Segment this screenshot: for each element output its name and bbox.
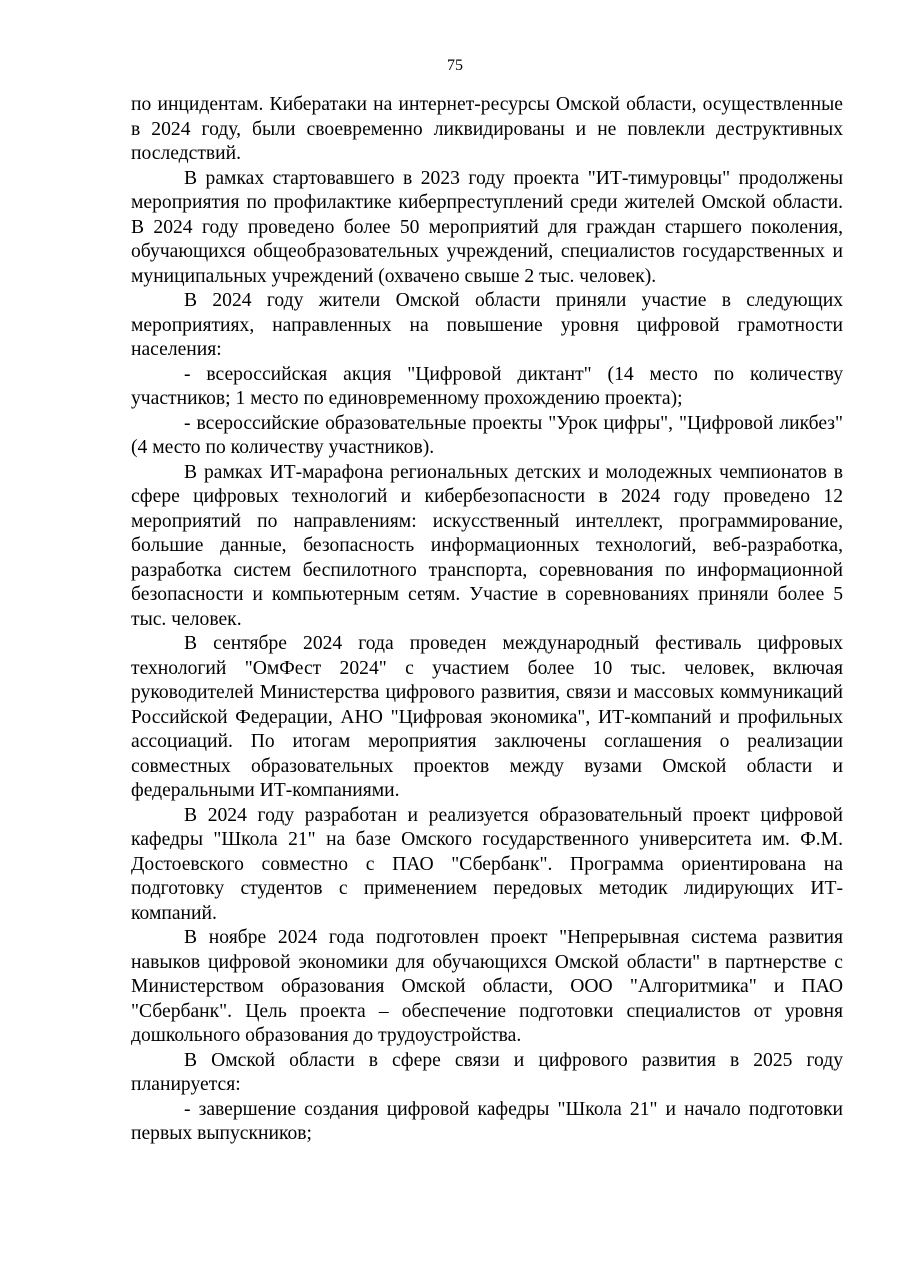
document-body [131, 93, 843, 1147]
paragraph: В ноябре 2024 года подготовлен проект "Непрерывная система развития навыков цифровой экономики для обучающихся Омской области" в партнерстве с Министерством образования Омской области, ООО "Алгоритмика" и ПАО "Сбербанк". Цель проекта – обеспечение подготовки специалистов от уровня дошкольного образования до трудоустройства. [131, 927, 843, 1046]
paragraph: В Омской области в сфере связи и цифрового развития в 2025 году планируется: [131, 1049, 843, 1095]
paragraph: В сентябре 2024 года проведен международный фестиваль цифровых технологий "ОмФест 2024" с участием более 10 тыс. человек, включая руководителей Министерства цифрового развития, связи и массовых коммуникаций Российской Федерации, АНО "Цифровая экономика", ИТ-компаний и профильных ассоциаций. По итогам мероприятия заключены соглашения о реализации совместных образовательных проектов между вузами Омской области и федеральными ИТ-компаниями. [131, 633, 843, 801]
paragraph: В 2024 году разработан и реализуется образовательный проект цифровой кафедры "Школа 21" на базе Омского государственного университета им. Ф.М. Достоевского совместно с ПАО "Сбербанк". Программа ориентирована на подготовку студентов с применением передовых методик лидирующих ИТ-компаний. [131, 804, 843, 924]
list-item: - всероссийская акция "Цифровой диктант" (14 место по количеству участников; 1 место по единовременному прохождению проекта); [131, 363, 843, 409]
paragraph: В рамках ИТ-марафона региональных детских и молодежных чемпионатов в сфере цифровых технологий и кибербезопасности в 2024 году проведено 12 мероприятий по направлениям: искусственный интеллект, программирование, большие данные, безопасность информационных технологий, веб-разработка, разработка систем беспилотного транспорта, соревнования по информационной безопасности и компьютерным сетям. Участие в соревнованиях приняли более 5 тыс. человек. [131, 461, 843, 630]
paragraph: В рамках стартовавшего в 2023 году проекта "ИТ-тимуровцы" продолжены мероприятия по профилактике киберпреступлений среди жителей Омской области. В 2024 году проведено более 50 мероприятий для граждан старшего поколения, обучающихся общеобразовательных учреждений, специалистов государственных и муниципальных учреждений (охвачено свыше 2 тыс. человек). [131, 167, 843, 287]
list-item: - завершение создания цифровой кафедры "Школа 21" и начало подготовки первых выпускников; [131, 1098, 843, 1144]
page-number: 75 [447, 57, 463, 74]
paragraph-continuation: по инцидентам. Кибератаки на интернет-ресурсы Омской области, осуществленные в 2024 году, были своевременно ликвидированы и не повлекли деструктивных последствий. [131, 94, 843, 164]
list-item: - всероссийские образовательные проекты "Урок цифры", "Цифровой ликбез" (4 место по количеству участников). [131, 412, 843, 458]
paragraph: В 2024 году жители Омской области приняли участие в следующих мероприятиях, направленных на повышение уровня цифровой грамотности населения: [131, 290, 843, 360]
